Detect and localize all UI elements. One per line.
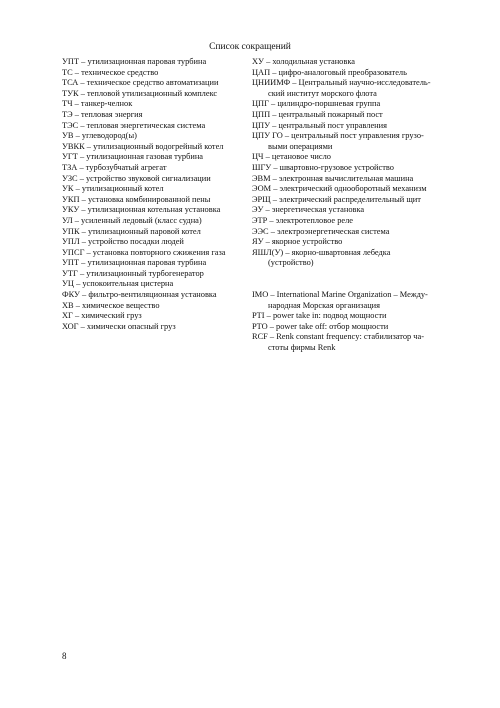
abbreviation-entry: УЛ – усиленный ледовый (класс судна): [62, 215, 202, 225]
abbreviation-entry: [252, 152, 442, 163]
abbreviation-entry: ТСА – техническое средство автоматизации: [62, 78, 219, 88]
abbreviation-line: PTI – power take in: подвод мощности: [252, 311, 387, 321]
section-spacer: [252, 269, 442, 280]
abbreviation-entry: [252, 248, 442, 269]
abbreviation-entry: ХВ – химическое вещество: [62, 300, 160, 310]
abbreviation-entry: [252, 131, 442, 152]
abbreviation-entry: [252, 163, 442, 174]
abbreviation-entry: УПТ – утилизационная паровая турбина: [62, 57, 207, 66]
abbreviation-continuation: стоты фирмы Renk: [268, 343, 336, 353]
abbreviation-line: ЦПУ ГО – центральный пост управления грузо-: [252, 131, 424, 141]
abbreviation-line: ЭЭС – электроэнергетическая система: [252, 226, 390, 236]
latin-abbreviation-entry: [252, 322, 442, 333]
abbreviations-left-column: [62, 57, 242, 332]
abbreviation-line: ЭТР – электротепловое реле: [252, 215, 354, 225]
abbreviation-continuation: выми операциями: [268, 141, 333, 151]
abbreviation-line: ЦПП – центральный пожарный пост: [252, 109, 383, 119]
abbreviation-line: ЦНИИМФ – Центральный научно-исследователь-: [252, 78, 431, 88]
abbreviation-entry: [252, 227, 442, 238]
abbreviation-entry: УКП – установка комбинированной пены: [62, 194, 211, 204]
abbreviation-line: ЦПГ – цилиндро-поршневая группа: [252, 99, 381, 109]
abbreviation-entry: УВКК – утилизационный водогрейный котел: [62, 141, 224, 151]
abbreviation-entry: УПТ – утилизационная паровая турбина: [62, 258, 207, 268]
abbreviation-entry: УЗС – устройство звуковой сигнализации: [62, 173, 211, 183]
abbreviation-line: ЯУ – якорное устройство: [252, 237, 343, 247]
latin-abbreviation-entry: [252, 290, 442, 311]
abbreviation-entry: УВ – углеводород(ы): [62, 131, 137, 141]
abbreviation-line: ЦАП – цифро-аналоговый преобразователь: [252, 67, 407, 77]
abbreviation-entry: УПЛ – устройство посадки людей: [62, 237, 184, 247]
abbreviation-line: ЭОМ – электрический однооборотный механизм: [252, 184, 427, 194]
abbreviation-entry: [252, 184, 442, 195]
abbreviation-line: ЭВМ – электронная вычислительная машина: [252, 173, 414, 183]
abbreviation-entry: [252, 195, 442, 206]
abbreviation-entry: [252, 78, 442, 99]
abbreviation-entry: ТЗА – турбозубчатый агрегат: [62, 162, 167, 172]
abbreviation-entry: ТЧ – танкер-челнок: [62, 99, 133, 109]
abbreviation-line: ЯШЛ(У) – якорно-швартовная лебедка: [252, 247, 391, 257]
abbreviation-entry: [252, 57, 442, 68]
abbreviation-entry: УКУ – утилизационная котельная установка: [62, 205, 221, 215]
abbreviation-line: IMO – International Marine Organization – Между-: [252, 290, 428, 300]
abbreviation-entry: ТЭ – тепловая энергия: [62, 109, 143, 119]
abbreviation-line: ЭУ – энергетическая установка: [252, 205, 365, 215]
page-title: Список сокращений: [209, 42, 291, 52]
abbreviation-entry: [252, 110, 442, 121]
abbreviation-line: RCF – Renk constant frequency: стабилизатор ча-: [252, 332, 425, 342]
abbreviation-entry: УПСГ – установка повторного сжижения газа: [62, 247, 226, 257]
abbreviation-entry: ТС – техническое средство: [62, 67, 159, 77]
abbreviation-entry: [252, 205, 442, 216]
section-spacer: [252, 279, 442, 290]
abbreviation-entry: ТУК – тепловой утилизационный комплекс: [62, 88, 218, 98]
abbreviation-line: ЭРЩ – электрический распределительный щит: [252, 194, 421, 204]
abbreviations-right-column: [252, 57, 442, 354]
abbreviation-entry: [252, 99, 442, 110]
abbreviation-entry: [252, 68, 442, 79]
abbreviation-continuation: ский институт морского флота: [268, 88, 377, 98]
abbreviation-entry: [252, 121, 442, 132]
abbreviation-entry: УЦ – успокоительная цистерна: [62, 279, 174, 289]
abbreviation-entry: [252, 216, 442, 227]
abbreviation-entry: ХОГ – химически опасный груз: [62, 321, 176, 331]
abbreviation-line: ЦПУ – центральный пост управления: [252, 120, 387, 130]
abbreviation-entry: УГТ – утилизационная газовая турбина: [62, 152, 204, 162]
abbreviation-line: ШГУ – швартовно-грузовое устройство: [252, 162, 394, 172]
latin-abbreviation-entry: [252, 332, 442, 353]
abbreviation-entry: [252, 237, 442, 248]
abbreviation-entry: ХГ – химический груз: [62, 311, 142, 321]
abbreviation-entry: УТГ – утилизационный турбогенератор: [62, 268, 204, 278]
abbreviation-line: PTO – power take off: отбор мощности: [252, 321, 389, 331]
abbreviation-line: ЦЧ – цетановое число: [252, 152, 331, 162]
abbreviation-continuation: (устройство): [268, 258, 314, 268]
abbreviation-line: ХУ – холодильная установка: [252, 57, 355, 66]
abbreviation-entry: УК – утилизационный котел: [62, 184, 164, 194]
abbreviation-entry: ФКУ – фильтро-вентиляционная установка: [62, 290, 217, 300]
page-number: 8: [62, 651, 67, 661]
latin-abbreviation-entry: [252, 311, 442, 322]
abbreviation-entry: [252, 174, 442, 185]
abbreviation-entry: ТЭС – тепловая энергетическая система: [62, 120, 206, 130]
abbreviation-entry: УПК – утилизационный паровой котел: [62, 226, 201, 236]
abbreviation-continuation: народная Морская организация: [268, 300, 381, 310]
